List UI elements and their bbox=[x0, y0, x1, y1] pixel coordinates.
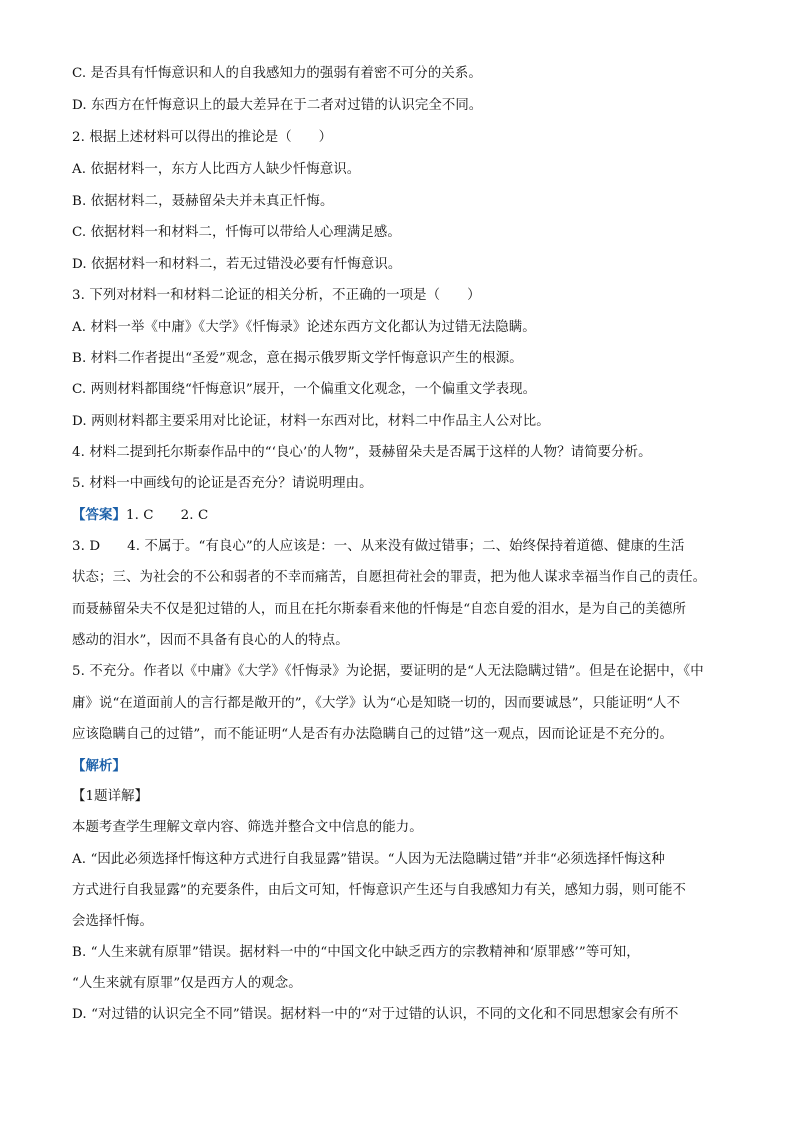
analysis-subheading: 【1题详解】 bbox=[72, 789, 149, 804]
analysis-line-6: “人生来就有原罪”仅是西方人的观念。 bbox=[72, 976, 302, 991]
answer-tag: 【答案】 bbox=[72, 507, 126, 523]
q2-option-a: A. 依据材料一，东方人比西方人缺少忏悔意识。 bbox=[72, 162, 361, 177]
q3-option-b: B. 材料二作者提出“圣爱”观念，意在揭示俄罗斯文学忏悔意识产生的根源。 bbox=[72, 351, 523, 366]
analysis-tag: 【解析】 bbox=[72, 758, 126, 774]
q5-stem: 5. 材料一中画线句的论证是否充分？请说明理由。 bbox=[72, 476, 373, 491]
q3-option-c: C. 两则材料都围绕“忏悔意识”展开，一个偏重文化观念，一个偏重文学表现。 bbox=[72, 382, 537, 397]
q3-option-a: A. 材料一举《中庸》《大学》《忏悔录》论述东西方文化都认为过错无法隐瞒。 bbox=[72, 320, 536, 335]
q1-option-d: D. 东西方在忏悔意识上的最大差异在于二者对过错的认识完全不同。 bbox=[72, 98, 483, 113]
analysis-line-1: 本题考查学生理解文章内容、筛选并整合文中信息的能力。 bbox=[72, 820, 423, 835]
q2-option-c: C. 依据材料一和材料二，忏悔可以带给人心理满足感。 bbox=[72, 225, 401, 240]
answer-line-3: 状态；三、为社会的不公和弱者的不幸而痛苦，自愿担荷社会的罪责，把为他人谋求幸福当作自己的责任。 bbox=[72, 570, 707, 585]
q2-option-d: D. 依据材料一和材料二，若无过错没必要有忏悔意识。 bbox=[72, 257, 402, 272]
answer-line-7: 庸》说“在道面前人的言行都是敞开的”，《大学》认为“心是知晓一切的，因而要诚恳”，只能证明“人不 bbox=[72, 696, 681, 711]
answer-line-8: 应该隐瞒自己的过错”，而不能证明“人是否有办法隐瞒自己的过错”这一观点，因而论证是不充分的。 bbox=[72, 727, 673, 742]
q3-option-d: D. 两则材料都主要采用对比论证，材料一东西对比，材料二中作品主人公对比。 bbox=[72, 414, 550, 429]
analysis-line-2: A. “因此必须选择忏悔这种方式进行自我显露”错误。“人因为无法隐瞒过错”并非“必须选择忏悔这种 bbox=[72, 852, 665, 867]
q2-option-b: B. 依据材料二，聂赫留朵夫并未真正忏悔。 bbox=[72, 194, 334, 209]
q1-option-c: C. 是否具有忏悔意识和人的自我感知力的强弱有着密不可分的关系。 bbox=[72, 66, 482, 81]
analysis-line-3: 方式进行自我显露”的充要条件，由后文可知，忏悔意识产生还与自我感知力有关，感知力弱，则可能不 bbox=[72, 883, 687, 898]
analysis-line-5: B. “人生来就有原罪”错误。据材料一中的“中国文化中缺乏西方的宗教精神和‘原罪感’”等可知， bbox=[72, 945, 640, 960]
answer-line-5: 感动的泪水”，因而不具备有良心的人的特点。 bbox=[72, 633, 349, 648]
analysis-line-7: D. “对过错的认识完全不同”错误。据材料一中的“对于过错的认识，不同的文化和不同思想家会有所不 bbox=[72, 1007, 679, 1022]
answer-line-6: 5. 不充分。作者以《中庸》《大学》《忏悔录》为论据，要证明的是“人无法隐瞒过错”。但是在论据中，《中 bbox=[72, 664, 704, 679]
q2-stem: 2. 根据上述材料可以得出的推论是（ ） bbox=[72, 130, 333, 145]
answer-line-4: 而聂赫留朵夫不仅是犯过错的人，而且在托尔斯泰看来他的忏悔是“自恋自爱的泪水，是为自己的美德所 bbox=[72, 602, 687, 617]
q3-stem: 3. 下列对材料一和材料二论证的相关分析，不正确的一项是（ ） bbox=[72, 288, 481, 303]
answer-line-2: 3. D 4. 不属于。“有良心”的人应该是：一、从来没有做过错事；二、始终保持着道德、健康的生活 bbox=[72, 539, 685, 554]
q4-stem: 4. 材料二提到托尔斯泰作品中的“‘良心’的人物”，聂赫留朵夫是否属于这样的人物？请简要分析。 bbox=[72, 445, 652, 460]
analysis-line-4: 会选择忏悔。 bbox=[72, 914, 153, 929]
answer-q1-q2: 1. C 2. C bbox=[125, 508, 209, 523]
answer-line-1 bbox=[72, 505, 208, 526]
